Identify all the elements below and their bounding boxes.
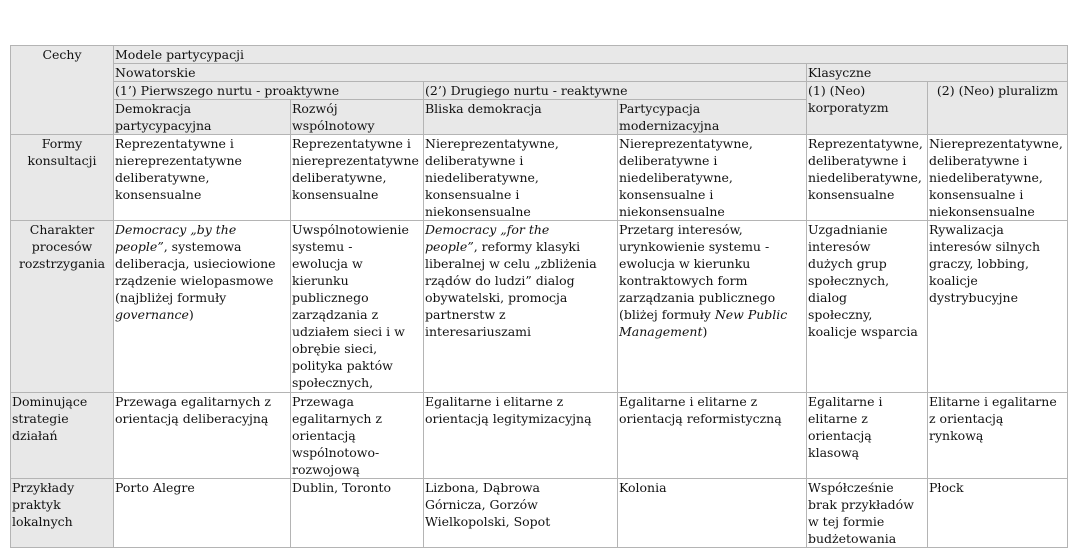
- cell-przyklady-1: [114, 479, 291, 548]
- header-demokracja-text: Demokracja partycypacyjna: [115, 101, 212, 133]
- row-label-charakter-text: Charakter procesów rozstrzygania: [18, 222, 106, 271]
- cell-formy-2-text: Reprezentatywne i niereprezentatywne deliberatywne, konsensualne: [292, 136, 419, 202]
- cell-charakter-1-em1: Democracy „by the people”: [115, 222, 237, 254]
- cell-przyklady-1-text: Porto Alegre: [115, 480, 195, 495]
- cell-charakter-3-em1: Democracy „for the people”: [425, 222, 550, 254]
- cell-przyklady-2-text: Dublin, Toronto: [292, 480, 392, 495]
- cell-strategie-1: [114, 393, 291, 479]
- cell-charakter-4-txt2: ): [702, 324, 708, 339]
- cell-formy-6: [928, 135, 1068, 221]
- cell-strategie-3-text: Egalitarne i elitarne z orientacją legitymizacyjną: [425, 394, 592, 426]
- header-cechy-text: Cechy: [42, 47, 82, 62]
- header-nowatorskie-text: Nowatorskie: [115, 65, 196, 80]
- cell-formy-5-text: Reprezentatywne, deliberatywne i niedeliberatywne, konsensualne: [808, 136, 923, 202]
- cell-strategie-6-text: Elitarne i egalitarne z orientacją rynkową: [929, 394, 1057, 443]
- cell-strategie-5: [807, 393, 928, 479]
- row-label-formy-text: Formy konsultacji: [27, 136, 97, 168]
- cell-formy-1-text: Reprezentatywne i niereprezentatywne deliberatywne, konsensualne: [115, 136, 242, 202]
- row-label-przyklady: [11, 479, 114, 548]
- cell-charakter-6: [928, 221, 1068, 393]
- cell-charakter-2: [291, 221, 424, 393]
- table-row-strategie: [11, 393, 1068, 479]
- header-bliska: [424, 100, 618, 135]
- table-row-przyklady: [11, 479, 1068, 548]
- cell-strategie-5-text: Egalitarne i elitarne z orientacją klasową: [808, 394, 883, 460]
- header-klasyczne: [807, 64, 1068, 82]
- cell-formy-1: [114, 135, 291, 221]
- cell-charakter-1-em2: governance: [115, 307, 189, 322]
- cell-strategie-2-text: Przewaga egalitarnych z orientacją wspólnotowo- rozwojową: [292, 394, 383, 477]
- cell-charakter-4: [618, 221, 807, 393]
- header-pierwszy-nurt: [114, 82, 424, 100]
- cell-strategie-4: [618, 393, 807, 479]
- participation-models-table-wrapper: [10, 45, 1068, 548]
- cell-przyklady-3-text: Lizbona, Dąbrowa Górnicza, Gorzów Wielkopolski, Sopot: [425, 480, 551, 529]
- header-demokracja: [114, 100, 291, 135]
- cell-przyklady-3: [424, 479, 618, 548]
- header-pierwszy-nurt-text: (1’) Pierwszego nurtu - proaktywne: [115, 83, 340, 98]
- header-modele: [114, 46, 1068, 64]
- header-modele-text: Modele partycypacji: [115, 47, 244, 62]
- cell-formy-6-text: Niereprezentatywne, deliberatywne i niedeliberatywne, konsensualne i niekonsensualne: [929, 136, 1063, 219]
- cell-strategie-2: [291, 393, 424, 479]
- row-label-formy: [11, 135, 114, 221]
- table-row-formy: [11, 135, 1068, 221]
- cell-przyklady-4: [618, 479, 807, 548]
- cell-formy-3-text: Niereprezentatywne, deliberatywne i niedeliberatywne, konsensualne i niekonsensualne: [425, 136, 559, 219]
- participation-models-table: [10, 45, 1068, 548]
- cell-formy-2: [291, 135, 424, 221]
- cell-charakter-1: [114, 221, 291, 393]
- cell-przyklady-5: [807, 479, 928, 548]
- cell-charakter-3: [424, 221, 618, 393]
- header-rozwoj: [291, 100, 424, 135]
- cell-charakter-2-text: Uwspólnotowienie systemu - ewolucja w kierunku publicznego zarządzania z udziałem sieci i w obrębie sieci, polityka paktów społecznych,: [292, 222, 409, 390]
- header-neo-korporatyzm: [807, 82, 928, 135]
- table-row-charakter: [11, 221, 1068, 393]
- cell-strategie-1-text: Przewaga egalitarnych z orientacją deliberacyjną: [115, 394, 271, 426]
- cell-formy-4-text: Niereprezentatywne, deliberatywne i niedeliberatywne, konsensualne i niekonsensualne: [619, 136, 753, 219]
- header-neo-korporatyzm-text: (1) (Neo) korporatyzm: [808, 83, 889, 115]
- cell-przyklady-4-text: Kolonia: [619, 480, 667, 495]
- header-nowatorskie: [114, 64, 807, 82]
- row-label-strategie-text: Dominujące strategie działań: [12, 394, 88, 443]
- header-bliska-text: Bliska demokracja: [425, 101, 542, 116]
- cell-charakter-5-text: Uzgadnianie interesów dużych grup społecznych, dialog społeczny, koalicje wsparcia: [808, 222, 918, 339]
- cell-przyklady-2: [291, 479, 424, 548]
- header-drugi-nurt-text: (2’) Drugiego nurtu - reaktywne: [425, 83, 628, 98]
- header-rozwoj-text: Rozwój wspólnotowy: [292, 101, 375, 133]
- cell-strategie-4-text: Egalitarne i elitarne z orientacją reformistyczną: [619, 394, 782, 426]
- header-neo-pluralizm-text: (2) (Neo) pluralizm: [936, 83, 1059, 98]
- row-label-charakter: [11, 221, 114, 393]
- header-cechy: [11, 46, 114, 135]
- header-partycypacja: [618, 100, 807, 135]
- cell-charakter-4-txt1: Przetarg interesów, urynkowienie systemu - ewolucja w kierunku kontraktowych form zarządzania publicznego (bliżej formuły: [619, 222, 776, 322]
- cell-charakter-3-txt1: , reformy klasyki liberalnej w celu „zbliżenia rządów do ludzi” dialog obywatelski, promocja partnerstw z interesariuszami: [425, 239, 597, 339]
- row-label-przyklady-text: Przykłady praktyk lokalnych: [12, 480, 75, 529]
- row-label-strategie: [11, 393, 114, 479]
- cell-strategie-3: [424, 393, 618, 479]
- header-klasyczne-text: Klasyczne: [808, 65, 872, 80]
- header-drugi-nurt: [424, 82, 807, 100]
- cell-formy-3: [424, 135, 618, 221]
- cell-formy-5: [807, 135, 928, 221]
- cell-formy-4: [618, 135, 807, 221]
- cell-charakter-6-text: Rywalizacja interesów silnych graczy, lobbing, koalicje dystrybucyjne: [929, 222, 1041, 305]
- cell-charakter-4-em1: New Public Management: [619, 307, 788, 339]
- cell-charakter-5: [807, 221, 928, 393]
- cell-strategie-6: [928, 393, 1068, 479]
- cell-charakter-1-txt1: , systemowa deliberacja, usieciowione rządzenie wielopasmowe (najbliżej formuły: [115, 239, 276, 305]
- cell-przyklady-6-text: Płock: [929, 480, 964, 495]
- header-partycypacja-text: Partycypacja modernizacyjna: [619, 101, 720, 133]
- header-neo-pluralizm: [928, 82, 1068, 135]
- cell-przyklady-5-text: Współcześnie brak przykładów w tej formie budżetowania: [808, 480, 914, 546]
- cell-przyklady-6: [928, 479, 1068, 548]
- cell-charakter-1-txt2: ): [188, 307, 194, 322]
